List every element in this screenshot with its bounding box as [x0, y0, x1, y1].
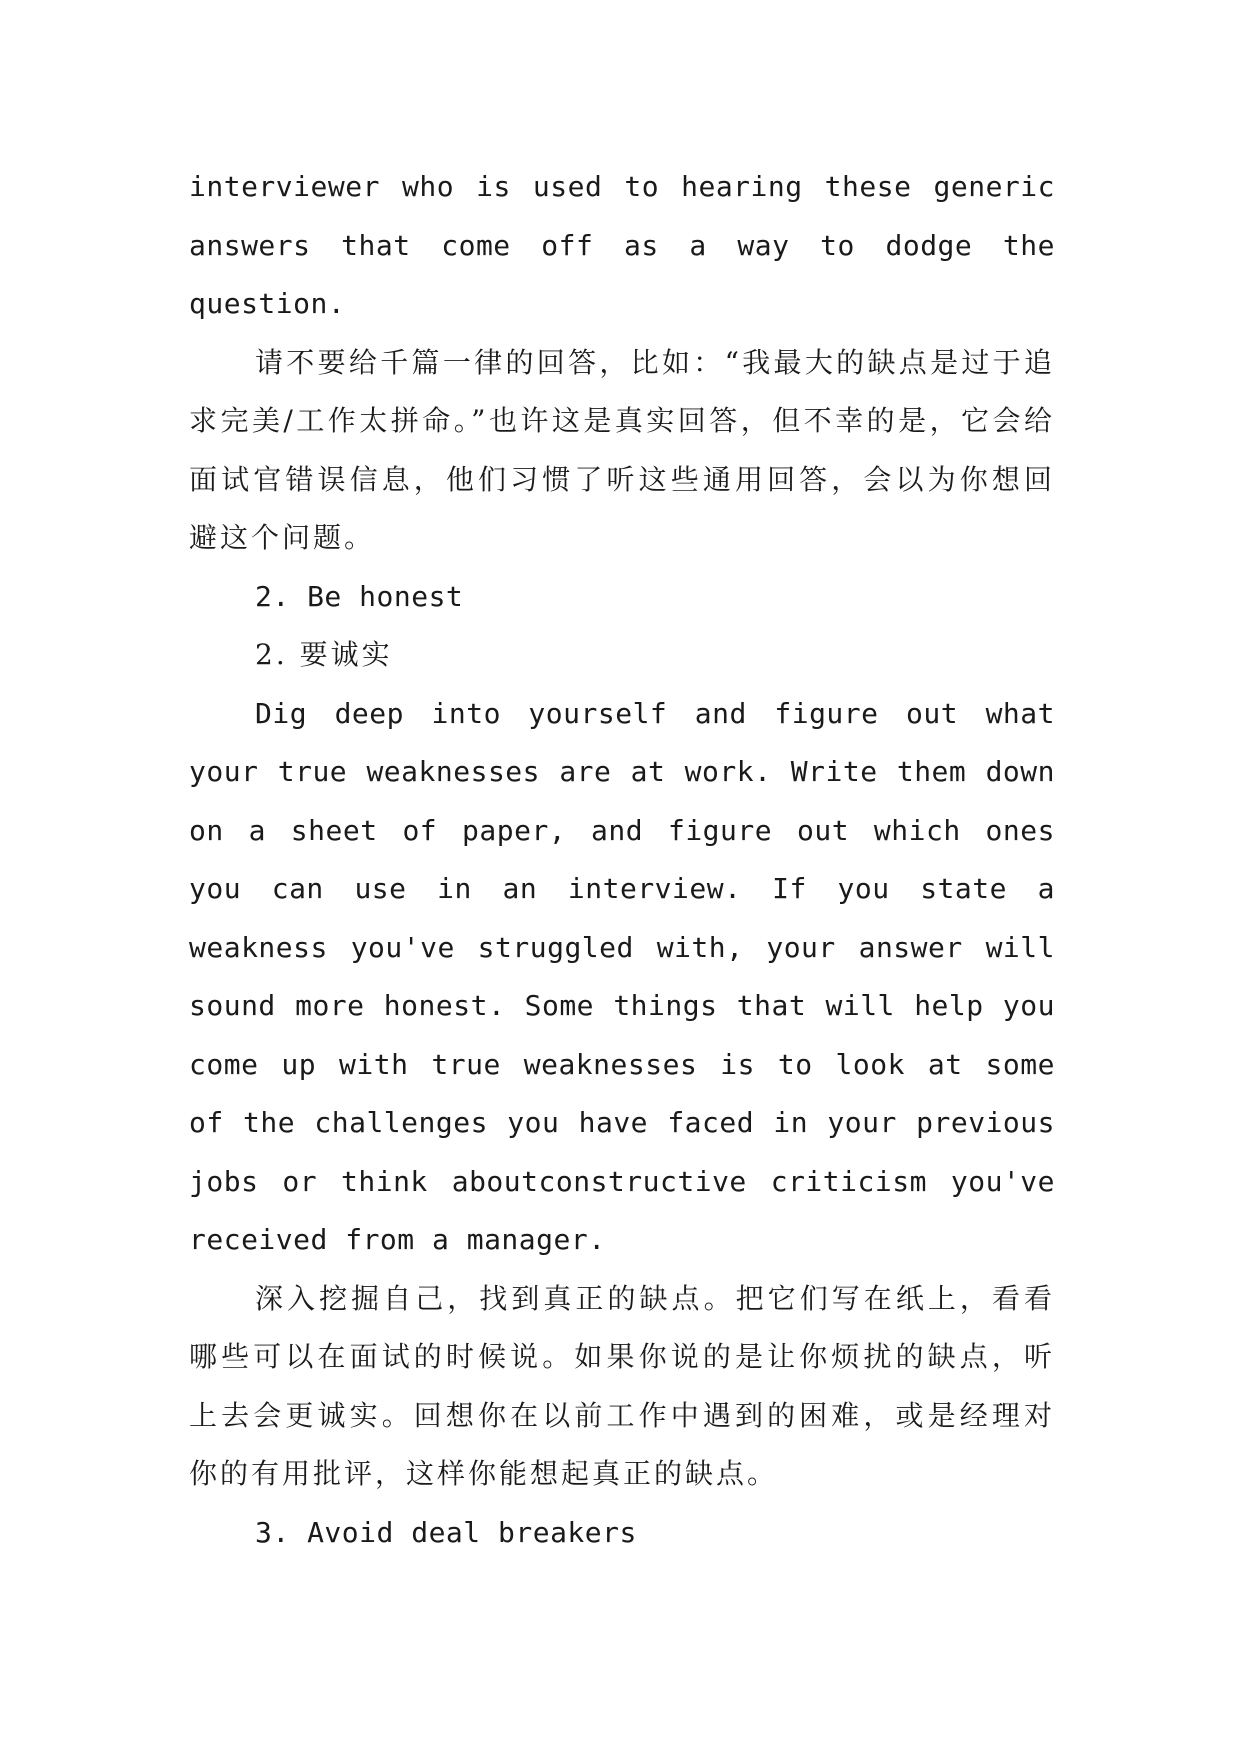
paragraph-en-generic-answers: interviewer who is used to hearing these generic answers that come off as a way to dodge the question. [189, 170, 1055, 320]
heading-be-honest-zh: 2. 要诚实 [255, 638, 393, 671]
document-page [189, 158, 1055, 1562]
paragraph-zh-generic-answers: 请不要给千篇一律的回答，比如：“我最大的缺点是过于追求完美/工作太拼命。”也许这是真实回答，但不幸的是，它会给面试官错误信息，他们习惯了听这些通用回答，会以为你想回避这个问题。 [189, 345, 1055, 554]
paragraph-en-dig-deep: Dig deep into yourself and figure out what your true weaknesses are at work. Write them down on a sheet of paper, and figure out which ones you can use in an interview. If you state a weakness you've struggled with, your answer will sound more honest. Some things that will help you come up with true weaknesses is to look at some of the challenges you have faced in your previous jobs or think aboutconstructive criticism you've received from a manager. [189, 696, 1055, 1256]
heading-avoid-deal-breakers-en: 3. Avoid deal breakers [255, 1515, 637, 1549]
paragraph-zh-dig-deep: 深入挖掘自己，找到真正的缺点。把它们写在纸上，看看哪些可以在面试的时候说。如果你说的是让你烦扰的缺点，听上去会更诚实。回想你在以前工作中遇到的困难，或是经理对你的有用批评，这样你能想起真正的缺点。 [189, 1281, 1055, 1490]
heading-be-honest-en: 2. Be honest [255, 579, 464, 613]
